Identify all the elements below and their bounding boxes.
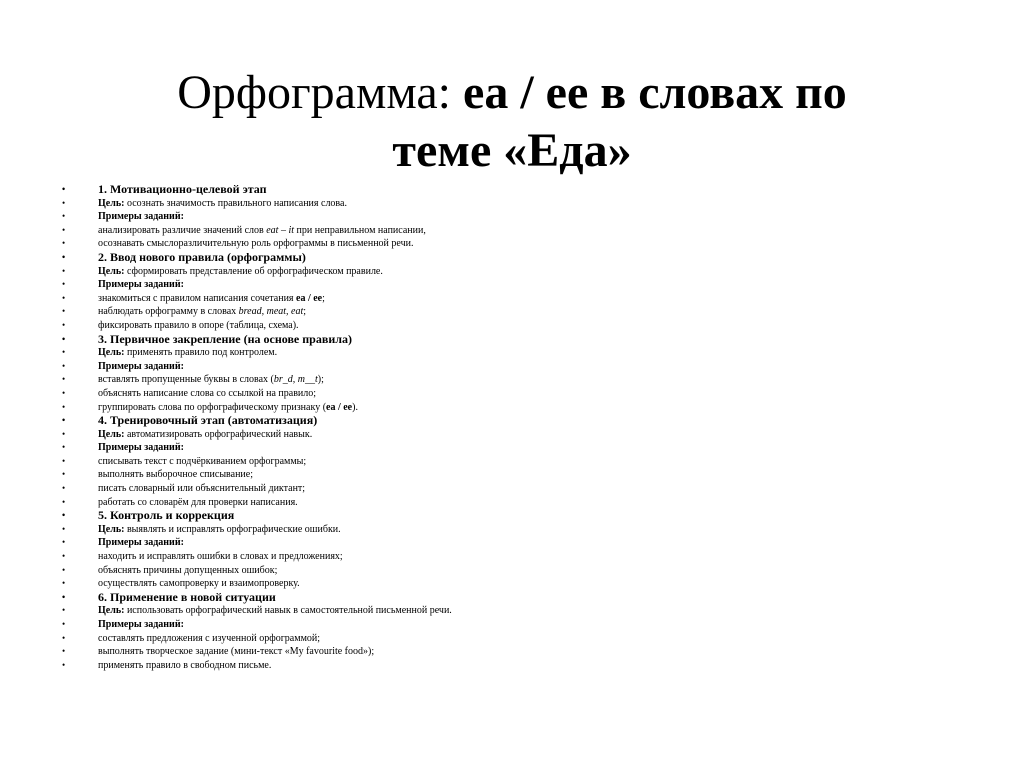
examples-label: Примеры заданий: xyxy=(98,279,184,291)
task-item xyxy=(54,577,954,591)
content-list xyxy=(54,183,954,672)
task-text-part: применять правило в свободном письме. xyxy=(98,659,272,671)
goal-line xyxy=(54,197,954,211)
task-text-part: знакомиться с правилом написания сочетания xyxy=(98,292,297,304)
bullet-icon: • xyxy=(62,659,66,670)
task-item xyxy=(54,468,954,482)
bullet-icon: • xyxy=(62,184,66,194)
task-text-part: br_d, m__t xyxy=(273,374,318,386)
bullet-icon: • xyxy=(62,279,66,290)
task-text-part: ; xyxy=(303,306,307,318)
goal-text: сформировать представление об орфографическом правиле. xyxy=(124,265,383,277)
task-text-part: bread, meat, eat xyxy=(238,306,304,318)
task-text-part: объяснять причины допущенных ошибок; xyxy=(98,564,278,576)
bullet-icon: • xyxy=(62,333,66,344)
stage-heading xyxy=(54,509,954,523)
title-prefix: Орфограмма: xyxy=(177,66,464,120)
task-text-part: ; xyxy=(322,292,325,304)
goal-line xyxy=(54,346,954,360)
bullet-icon: • xyxy=(62,251,66,262)
bullet-icon: • xyxy=(62,319,66,330)
bullet-icon: • xyxy=(62,292,66,303)
bullet-icon: • xyxy=(62,551,66,562)
goal-line xyxy=(54,428,954,442)
task-text-part: ea / ee xyxy=(326,401,353,413)
bullet-icon: • xyxy=(62,360,66,371)
task-text-part: eat – it xyxy=(266,224,295,236)
task-text-part: осуществлять самопроверку и взаимопроверку. xyxy=(98,578,300,590)
bullet-icon: • xyxy=(62,442,66,453)
task-text-part: писать словарный или объяснительный диктант; xyxy=(98,483,306,495)
examples-label: Примеры заданий: xyxy=(98,360,184,372)
task-item xyxy=(54,292,954,306)
bullet-icon: • xyxy=(62,632,66,643)
bullet-icon: • xyxy=(62,374,66,385)
task-item xyxy=(54,373,954,387)
bullet-icon: • xyxy=(62,605,66,616)
bullet-icon: • xyxy=(62,415,66,426)
bullet-icon: • xyxy=(62,510,66,521)
task-item xyxy=(54,564,954,578)
task-text-part: наблюдать орфограмму в словах xyxy=(98,306,239,318)
bullet-icon: • xyxy=(62,523,66,534)
examples-label: Примеры заданий: xyxy=(98,537,184,549)
bullet-icon: • xyxy=(62,496,66,507)
task-text-part: выполнять выборочное списывание; xyxy=(98,469,253,481)
task-text-part: осознавать смыслоразличительную роль орфограммы в письменной речи. xyxy=(98,238,414,250)
task-item xyxy=(54,401,954,415)
task-item xyxy=(54,305,954,319)
task-item xyxy=(54,224,954,238)
bullet-icon: • xyxy=(62,469,66,480)
stage-heading xyxy=(54,591,954,605)
stage-heading xyxy=(54,251,954,265)
bullet-icon: • xyxy=(62,578,66,589)
stage-heading-text: 5. Контроль и коррекция xyxy=(98,508,235,523)
goal-line xyxy=(54,265,954,279)
title-bold-line1: ea / ee в словах по xyxy=(463,66,847,120)
examples-line xyxy=(54,441,954,455)
task-text-part: выполнять творческое задание (мини-текст «My favourite food»); xyxy=(98,646,375,658)
task-item xyxy=(54,455,954,469)
goal-label: Цель: xyxy=(98,605,125,617)
goal-line xyxy=(54,604,954,618)
bullet-icon: • xyxy=(62,619,66,629)
examples-line xyxy=(54,536,954,550)
goal-text: автоматизировать орфографический навык. xyxy=(124,428,313,440)
task-text-part: находить и исправлять ошибки в словах и предложениях; xyxy=(98,551,343,563)
task-item xyxy=(54,319,954,333)
goal-line xyxy=(54,523,954,537)
bullet-icon: • xyxy=(62,306,66,317)
task-text-part: вставлять пропущенные буквы в словах ( xyxy=(98,374,274,386)
examples-line xyxy=(54,360,954,374)
stage-heading xyxy=(54,333,954,347)
goal-label: Цель: xyxy=(98,197,125,209)
task-item xyxy=(54,632,954,646)
goal-label: Цель: xyxy=(98,347,125,359)
bullet-icon: • xyxy=(62,455,66,466)
task-item xyxy=(54,387,954,401)
task-text-part: при неправильном написании, xyxy=(294,224,426,236)
goal-text: применять правило под контролем. xyxy=(124,347,278,359)
stage-heading xyxy=(54,183,954,197)
bullet-icon: • xyxy=(62,211,66,222)
goal-label: Цель: xyxy=(98,265,125,277)
stage-heading-text: 1. Мотивационно-целевой этап xyxy=(98,182,267,196)
examples-line xyxy=(54,278,954,292)
goal-text: осознать значимость правильного написания слова. xyxy=(124,197,347,209)
stage-heading-text: 6. Применение в новой ситуации xyxy=(98,589,276,604)
bullet-icon: • xyxy=(62,347,66,358)
goal-label: Цель: xyxy=(98,523,125,535)
task-text-part: группировать слова по орфографическому признаку ( xyxy=(98,401,327,413)
examples-label: Примеры заданий: xyxy=(98,619,184,630)
task-text-part: составлять предложения с изученной орфограммой; xyxy=(98,632,321,644)
task-text-part: работать со словарём для проверки написания. xyxy=(98,496,298,508)
task-text-part: ). xyxy=(352,401,358,413)
task-text-part: списывать текст с подчёркиванием орфограммы; xyxy=(98,455,307,467)
bullet-icon: • xyxy=(62,483,66,494)
bullet-icon: • xyxy=(62,428,66,439)
stage-heading-text: 3. Первичное закрепление (на основе правила) xyxy=(98,331,352,346)
bullet-icon: • xyxy=(62,537,66,548)
bullet-icon: • xyxy=(62,224,66,235)
task-item xyxy=(54,550,954,564)
bullet-icon: • xyxy=(62,238,66,249)
task-text-part: фиксировать правило в опоре (таблица, схема). xyxy=(98,319,299,331)
task-item xyxy=(54,659,954,673)
examples-label: Примеры заданий: xyxy=(98,211,184,223)
task-item xyxy=(54,645,954,659)
stage-heading-text: 4. Тренировочный этап (автоматизация) xyxy=(98,413,318,428)
slide-title xyxy=(60,64,964,180)
bullet-icon: • xyxy=(62,387,66,398)
task-item xyxy=(54,496,954,510)
stage-heading-text: 2. Ввод нового правила (орфограммы) xyxy=(98,249,306,264)
task-text-part: ea / ee xyxy=(296,292,323,304)
bullet-icon: • xyxy=(62,591,66,602)
task-item xyxy=(54,482,954,496)
bullet-icon: • xyxy=(62,197,66,208)
examples-line xyxy=(54,210,954,224)
goal-text: выявлять и исправлять орфографические ошибки. xyxy=(124,523,341,535)
goal-label: Цель: xyxy=(98,428,125,440)
bullet-icon: • xyxy=(62,564,66,575)
task-text-part: анализировать различие значений слов xyxy=(98,224,267,236)
task-text-part: объяснять написание слова со ссылкой на правило; xyxy=(98,387,317,399)
bullet-icon: • xyxy=(62,265,66,276)
title-bold-line2: теме «Еда» xyxy=(392,124,632,178)
stage-heading xyxy=(54,414,954,428)
goal-text: использовать орфографический навык в самостоятельной письменной речи. xyxy=(124,605,452,617)
examples-line xyxy=(54,618,954,632)
examples-label: Примеры заданий: xyxy=(98,442,184,454)
task-item xyxy=(54,237,954,251)
task-text-part: ); xyxy=(317,374,324,386)
bullet-icon: • xyxy=(62,401,66,412)
bullet-icon: • xyxy=(62,646,66,657)
